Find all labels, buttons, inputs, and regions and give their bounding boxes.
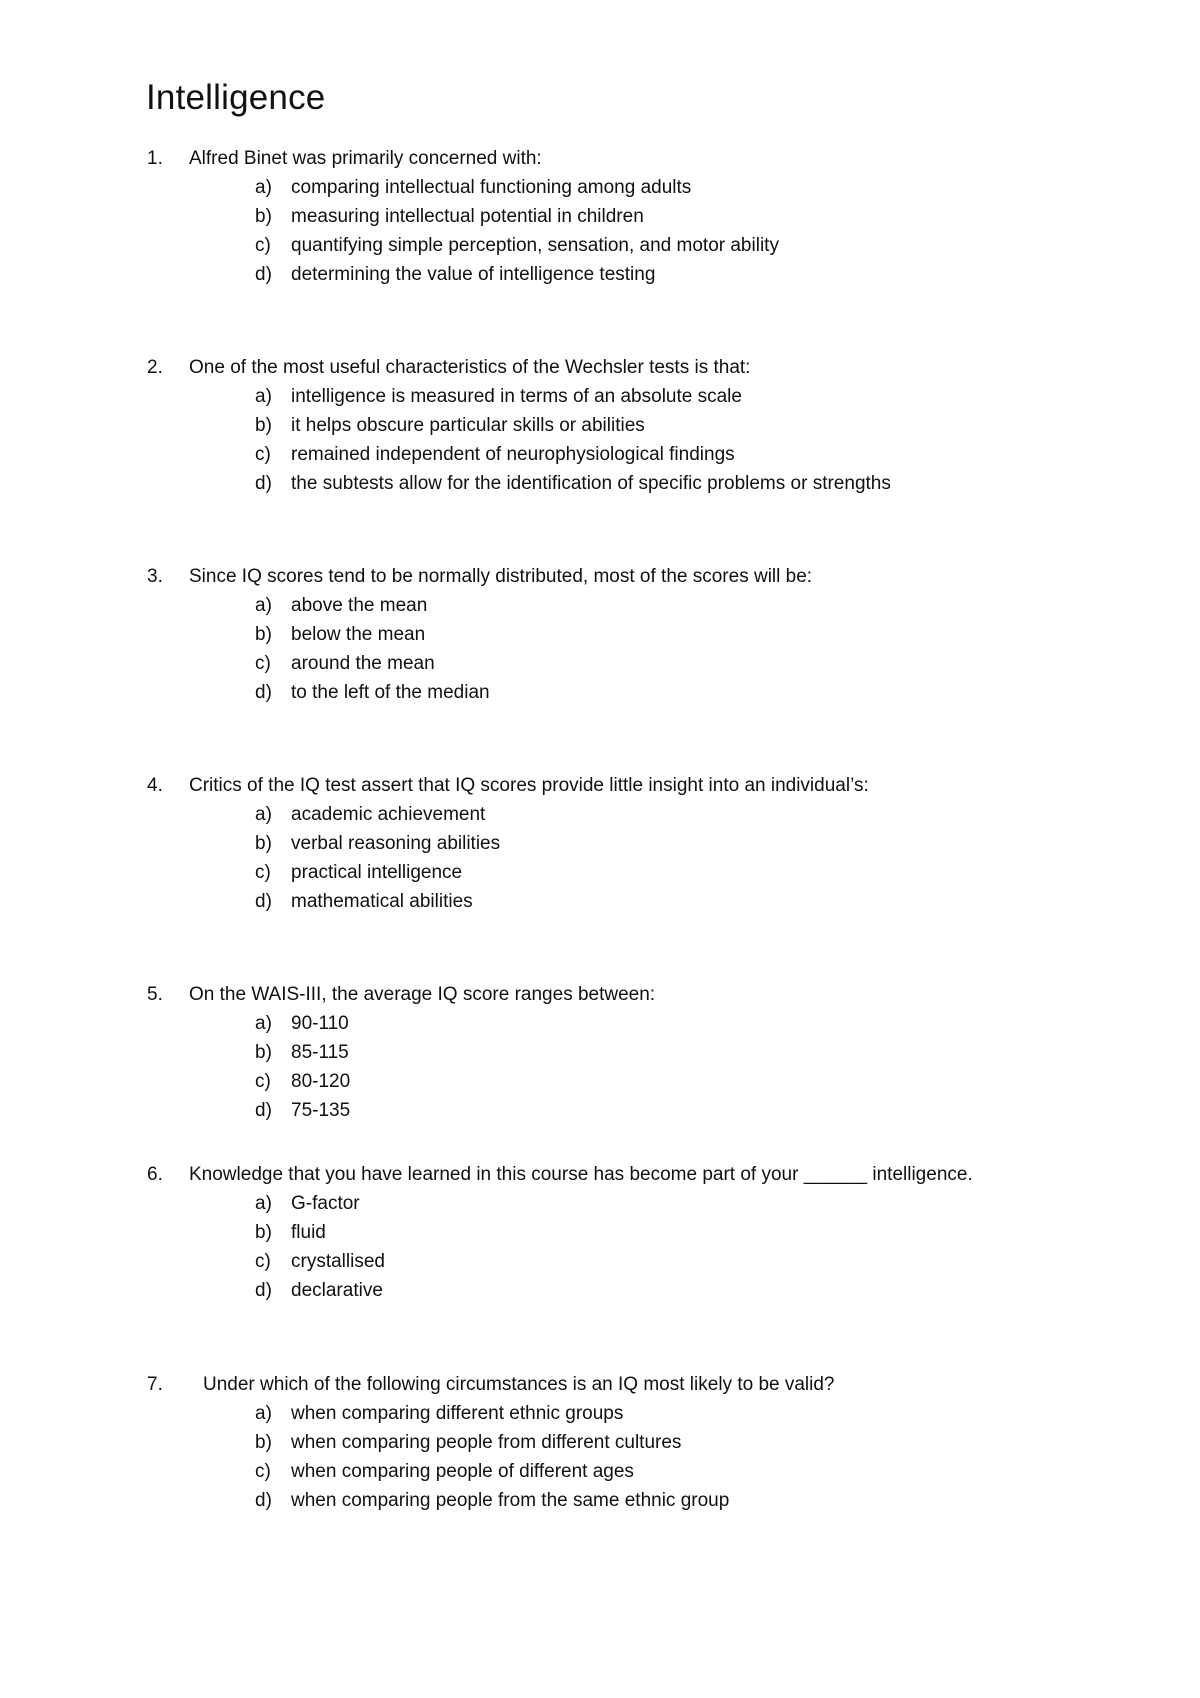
answer-option — [0, 1428, 1200, 1457]
option-letter: b) — [255, 833, 272, 854]
option-letter: d) — [255, 1100, 272, 1121]
question-text: Critics of the IQ test assert that IQ scores provide little insight into an individual’s: — [189, 775, 869, 796]
question-number: 2. — [147, 357, 163, 378]
option-text: the subtests allow for the identification of specific problems or strengths — [291, 473, 891, 494]
option-letter: d) — [255, 682, 272, 703]
question-7 — [0, 1370, 1200, 1515]
answer-option — [0, 1189, 1200, 1218]
option-letter: c) — [255, 653, 271, 674]
option-text: remained independent of neurophysiological findings — [291, 444, 735, 465]
option-text: it helps obscure particular skills or abilities — [291, 415, 645, 436]
question-3 — [0, 562, 1200, 707]
answer-option — [0, 1009, 1200, 1038]
option-text: measuring intellectual potential in children — [291, 206, 644, 227]
answer-option — [0, 1218, 1200, 1247]
option-text: when comparing different ethnic groups — [291, 1403, 624, 1424]
question-stem — [0, 144, 1200, 173]
option-text: when comparing people from the same ethnic group — [291, 1490, 730, 1511]
answer-option — [0, 1038, 1200, 1067]
option-text: 75-135 — [291, 1100, 351, 1121]
answer-option — [0, 1276, 1200, 1305]
question-number: 1. — [147, 148, 163, 169]
question-stem — [0, 353, 1200, 382]
option-text: 90-110 — [291, 1013, 349, 1034]
question-text: Alfred Binet was primarily concerned with: — [189, 148, 542, 169]
answer-option — [0, 1096, 1200, 1125]
option-letter: b) — [255, 206, 272, 227]
answer-option — [0, 678, 1200, 707]
option-letter: c) — [255, 444, 271, 465]
answer-option — [0, 440, 1200, 469]
page-title: Intelligence — [146, 78, 326, 117]
option-letter: a) — [255, 1193, 272, 1214]
question-text: Under which of the following circumstances is an IQ most likely to be valid? — [203, 1374, 835, 1395]
question-text: One of the most useful characteristics of the Wechsler tests is that: — [189, 357, 751, 378]
option-text: intelligence is measured in terms of an absolute scale — [291, 386, 742, 407]
option-letter: a) — [255, 595, 272, 616]
option-text: practical intelligence — [291, 862, 463, 883]
option-text: 85-115 — [291, 1042, 349, 1063]
answer-option — [0, 173, 1200, 202]
option-letter: d) — [255, 473, 272, 494]
option-text: verbal reasoning abilities — [291, 833, 501, 854]
question-stem — [0, 771, 1200, 800]
option-letter: a) — [255, 1013, 272, 1034]
option-letter: b) — [255, 1222, 272, 1243]
answer-option — [0, 231, 1200, 260]
option-letter: a) — [255, 804, 272, 825]
option-text: crystallised — [291, 1251, 385, 1272]
question-stem — [0, 1160, 1200, 1189]
option-letter: a) — [255, 177, 272, 198]
answer-option — [0, 620, 1200, 649]
option-text: when comparing people from different cultures — [291, 1432, 682, 1453]
answer-option — [0, 1247, 1200, 1276]
question-number: 6. — [147, 1164, 163, 1185]
answer-option — [0, 1067, 1200, 1096]
answer-option — [0, 411, 1200, 440]
question-4 — [0, 771, 1200, 916]
answer-option — [0, 260, 1200, 289]
option-letter: b) — [255, 624, 272, 645]
answer-option — [0, 800, 1200, 829]
option-letter: c) — [255, 235, 271, 256]
question-stem — [0, 1370, 1200, 1399]
option-letter: b) — [255, 1432, 272, 1453]
option-letter: a) — [255, 386, 272, 407]
question-5 — [0, 980, 1200, 1125]
option-letter: b) — [255, 415, 272, 436]
answer-option — [0, 202, 1200, 231]
answer-option — [0, 382, 1200, 411]
option-text: G-factor — [291, 1193, 360, 1214]
option-letter: d) — [255, 891, 272, 912]
answer-option — [0, 1457, 1200, 1486]
question-2 — [0, 353, 1200, 498]
answer-option — [0, 591, 1200, 620]
option-text: comparing intellectual functioning among adults — [291, 177, 692, 198]
question-6 — [0, 1160, 1200, 1305]
option-letter: c) — [255, 1461, 271, 1482]
answer-option — [0, 829, 1200, 858]
option-letter: d) — [255, 264, 272, 285]
option-text: determining the value of intelligence testing — [291, 264, 656, 285]
option-text: 80-120 — [291, 1071, 351, 1092]
question-text: Knowledge that you have learned in this course has become part of your ______ intelligence. — [189, 1164, 973, 1185]
option-letter: c) — [255, 1071, 271, 1092]
option-letter: d) — [255, 1490, 272, 1511]
question-stem — [0, 980, 1200, 1009]
option-text: below the mean — [291, 624, 426, 645]
answer-option — [0, 649, 1200, 678]
option-text: quantifying simple perception, sensation, and motor ability — [291, 235, 779, 256]
option-letter: c) — [255, 862, 271, 883]
option-text: mathematical abilities — [291, 891, 473, 912]
option-letter: d) — [255, 1280, 272, 1301]
question-number: 3. — [147, 566, 163, 587]
answer-option — [0, 858, 1200, 887]
question-1 — [0, 144, 1200, 289]
option-text: when comparing people of different ages — [291, 1461, 634, 1482]
answer-option — [0, 887, 1200, 916]
option-text: around the mean — [291, 653, 435, 674]
answer-option — [0, 469, 1200, 498]
option-text: declarative — [291, 1280, 383, 1301]
question-text: Since IQ scores tend to be normally distributed, most of the scores will be: — [189, 566, 813, 587]
answer-option — [0, 1486, 1200, 1515]
question-number: 4. — [147, 775, 163, 796]
option-text: to the left of the median — [291, 682, 490, 703]
option-text: above the mean — [291, 595, 428, 616]
option-letter: b) — [255, 1042, 272, 1063]
question-text: On the WAIS-III, the average IQ score ranges between: — [189, 984, 656, 1005]
option-letter: a) — [255, 1403, 272, 1424]
answer-option — [0, 1399, 1200, 1428]
question-stem — [0, 562, 1200, 591]
option-text: fluid — [291, 1222, 326, 1243]
question-number: 7. — [147, 1374, 163, 1395]
question-number: 5. — [147, 984, 163, 1005]
option-text: academic achievement — [291, 804, 486, 825]
option-letter: c) — [255, 1251, 271, 1272]
